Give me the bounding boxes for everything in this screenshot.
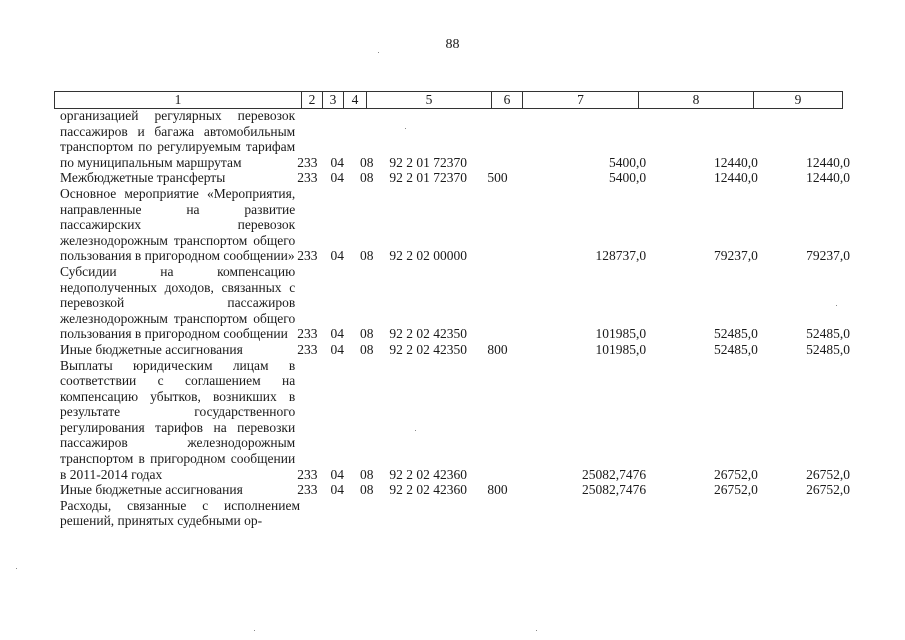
cell-expense-type: 800 (487, 341, 508, 357)
scan-speck (405, 128, 406, 129)
cell-section: 04 (330, 482, 345, 498)
cell-amount-7: 101985,0 (595, 341, 647, 357)
row-description: Межбюджетные трансферты (60, 170, 226, 186)
page-number: 88 (445, 37, 460, 52)
column-header-5: 5 (367, 92, 492, 109)
scan-speck (254, 630, 255, 631)
cell-target-article: 92 2 02 42360 (389, 482, 467, 498)
cell-amount-9: 12440,0 (806, 170, 851, 186)
cell-department: 233 (297, 170, 318, 186)
cell-subsection: 08 (359, 466, 374, 482)
cell-expense-type: 800 (487, 482, 508, 498)
row-description: Субсидии на компенсацию недополученных доходов, связанных с перевозкой пассажиров железнодорожным транспортом общего пользования в пригородном сообщении (60, 263, 296, 342)
cell-target-article: 92 2 02 42350 (389, 326, 467, 342)
cell-department: 233 (297, 482, 318, 498)
budget-table-body (60, 108, 850, 529)
column-header-4: 4 (344, 92, 367, 109)
cell-amount-7: 25082,7476 (582, 482, 647, 498)
cell-amount-8: 52485,0 (714, 326, 758, 342)
table-row (60, 170, 850, 186)
table-row (60, 264, 850, 342)
column-header-8: 8 (639, 92, 754, 109)
cell-subsection: 08 (359, 154, 374, 170)
cell-department: 233 (297, 341, 318, 357)
cell-expense-type: 500 (487, 170, 508, 186)
column-header-3: 3 (323, 92, 344, 109)
cell-amount-9: 52485,0 (806, 341, 851, 357)
scan-speck (536, 630, 537, 631)
cell-amount-8: 79237,0 (714, 248, 758, 264)
cell-subsection: 08 (359, 341, 374, 357)
cell-amount-8: 26752,0 (714, 482, 758, 498)
cell-amount-9: 26752,0 (806, 466, 851, 482)
cell-amount-8: 26752,0 (714, 466, 758, 482)
column-header-7: 7 (523, 92, 639, 109)
cell-subsection: 08 (359, 482, 374, 498)
cell-amount-8: 12440,0 (714, 154, 758, 170)
cell-amount-8: 12440,0 (714, 170, 758, 186)
cell-subsection: 08 (359, 248, 374, 264)
column-header-1: 1 (55, 92, 302, 109)
cell-department: 233 (297, 326, 318, 342)
cell-amount-8: 52485,0 (714, 341, 758, 357)
column-header-row (55, 92, 843, 109)
row-description: Иные бюджетные ассигнования (60, 341, 243, 357)
cell-target-article: 92 2 02 00000 (389, 248, 467, 264)
table-row (60, 482, 850, 498)
row-description: Расходы, связанные с исполнением решений, принятых судебными ор- (60, 497, 300, 529)
cell-department: 233 (297, 466, 318, 482)
cell-section: 04 (330, 248, 345, 264)
table-row (60, 186, 850, 264)
cell-amount-7: 25082,7476 (582, 466, 647, 482)
cell-subsection: 08 (359, 326, 374, 342)
cell-section: 04 (330, 341, 345, 357)
column-header-2: 2 (302, 92, 323, 109)
cell-department: 233 (297, 154, 318, 170)
cell-target-article: 92 2 01 72370 (389, 170, 467, 186)
cell-section: 04 (330, 326, 345, 342)
scan-speck (16, 568, 17, 569)
column-header-table (54, 91, 843, 109)
scan-speck (415, 430, 416, 431)
table-row (60, 108, 850, 170)
cell-amount-7: 5400,0 (609, 170, 647, 186)
column-header-6: 6 (492, 92, 523, 109)
row-description: Выплаты юридическим лицам в соответствии с соглашением на компенсацию убытков, возникших в результате государственного регулирования тарифов на перевозки пассажиров железнодорожным транспортом в пригородном сообщении в 2011-2014 годах (60, 357, 296, 482)
row-description: Иные бюджетные ассигнования (60, 482, 243, 498)
cell-amount-9: 79237,0 (806, 248, 851, 264)
cell-section: 04 (330, 154, 345, 170)
cell-amount-7: 5400,0 (609, 154, 647, 170)
column-header-9: 9 (754, 92, 843, 109)
cell-amount-9: 12440,0 (806, 154, 851, 170)
cell-department: 233 (297, 248, 318, 264)
cell-amount-7: 101985,0 (595, 326, 647, 342)
cell-subsection: 08 (359, 170, 374, 186)
cell-amount-7: 128737,0 (595, 248, 647, 264)
cell-section: 04 (330, 466, 345, 482)
cell-target-article: 92 2 02 42360 (389, 466, 467, 482)
scan-speck (836, 305, 837, 306)
cell-target-article: 92 2 01 72370 (389, 154, 467, 170)
cell-amount-9: 26752,0 (806, 482, 851, 498)
row-description: организацией регулярных перевозок пассажиров и багажа автомобильным транспортом по регулируемым тарифам по муниципальным маршрутам (60, 108, 296, 170)
table-row (60, 358, 850, 483)
table-row (60, 342, 850, 358)
scan-speck (378, 52, 379, 53)
table-row (60, 498, 850, 529)
cell-amount-9: 52485,0 (806, 326, 851, 342)
cell-section: 04 (330, 170, 345, 186)
row-description: Основное мероприятие «Мероприятия, направленные на развитие пассажирских перевозок железнодорожным транспортом общего пользования в пригородном сообщении» (60, 185, 296, 264)
cell-target-article: 92 2 02 42350 (389, 341, 467, 357)
